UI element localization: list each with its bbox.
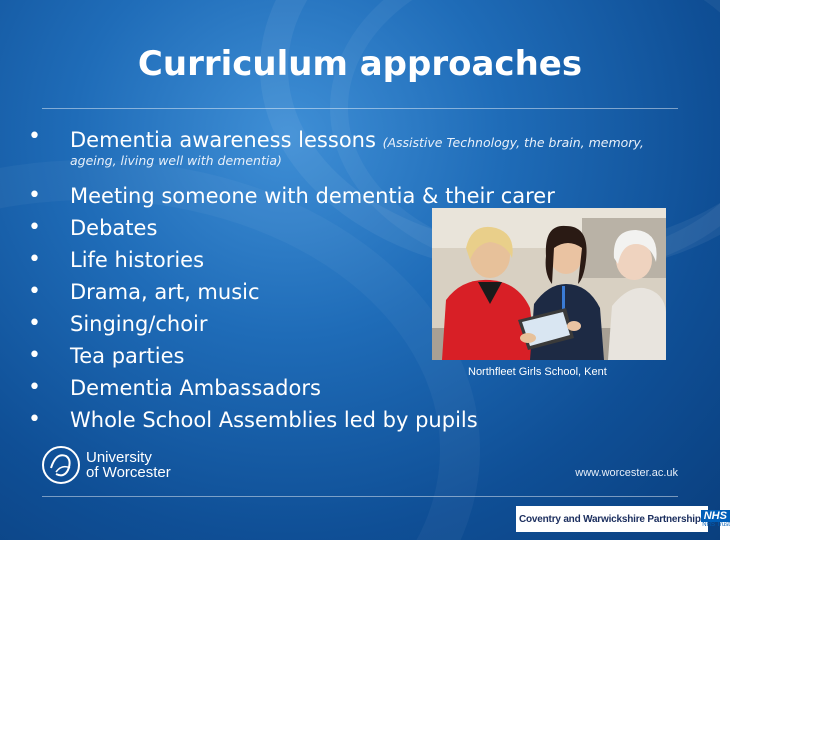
bullet-text: Dementia Ambassadors <box>70 376 321 400</box>
bullet-item <box>28 404 644 436</box>
bullet-text: Meeting someone with dementia & their carer <box>70 184 555 208</box>
partner-text: Coventry and Warwickshire Partnership <box>519 513 701 525</box>
nhs-logo <box>701 510 730 528</box>
bullet-dot: • <box>28 124 41 149</box>
logo-line2: of Worcester <box>86 464 171 481</box>
bullet-dot: • <box>28 343 41 368</box>
bullet-dot: • <box>28 407 41 432</box>
bullet-text: Debates <box>70 216 158 240</box>
bullet-text: Singing/choir <box>70 312 208 336</box>
logo-line1: University <box>86 449 152 466</box>
slide-title: Curriculum approaches <box>137 44 583 84</box>
bullet-text: Drama, art, music <box>70 280 260 304</box>
photo-students-with-elderly <box>432 208 666 360</box>
photo-caption: Northfleet Girls School, Kent <box>468 366 607 378</box>
university-logo <box>42 446 171 484</box>
bullet-item <box>28 124 644 180</box>
bullet-subnote: ageing, living well with dementia) <box>70 153 282 168</box>
nhs-trust-label: NHS Trust <box>702 522 730 528</box>
bullet-text: Whole School Assemblies led by pupils <box>70 408 478 432</box>
bullet-text: Dementia awareness lessons <box>70 128 383 152</box>
university-logo-text <box>86 450 171 480</box>
nhs-badge: NHS <box>701 510 730 522</box>
university-logo-icon <box>42 446 80 484</box>
bullet-dot: • <box>28 215 41 240</box>
footer-divider <box>42 496 678 497</box>
bullet-dot: • <box>28 247 41 272</box>
bullet-text: Tea parties <box>70 344 185 368</box>
website-url: www.worcester.ac.uk <box>575 467 678 479</box>
bullet-note: (Assistive Technology, the brain, memory, <box>382 135 644 150</box>
nhs-partnership-logo <box>516 506 730 532</box>
bullet-dot: • <box>28 375 41 400</box>
bullet-dot: • <box>28 311 41 336</box>
photo-illustration <box>432 208 666 360</box>
bullet-dot: • <box>28 279 41 304</box>
bullet-dot: • <box>28 183 41 208</box>
bullet-text: Life histories <box>70 248 205 272</box>
title-divider <box>42 108 678 109</box>
